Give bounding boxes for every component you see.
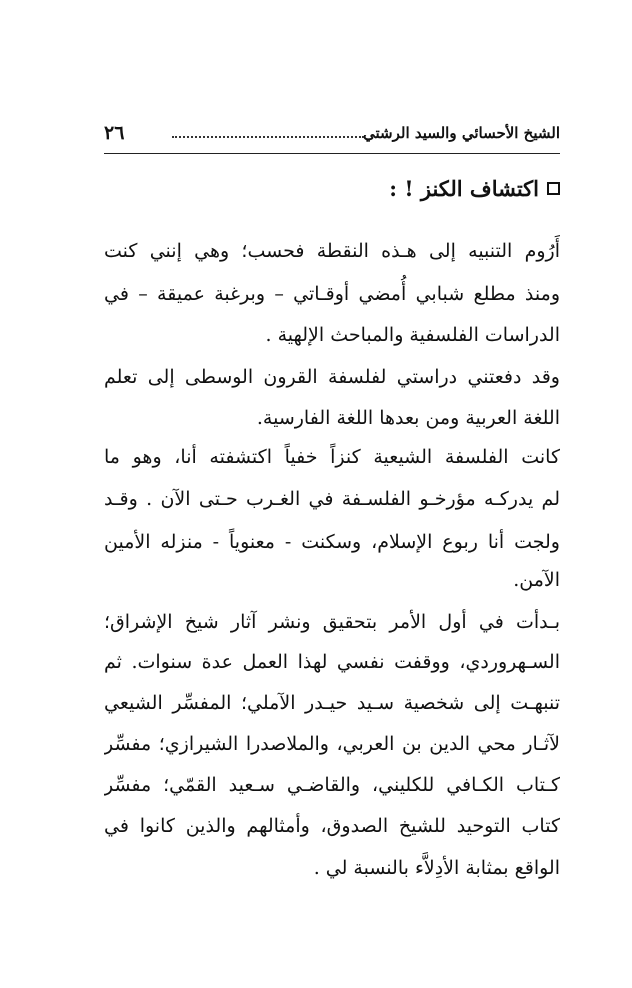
text-line: ومنذ مطلع شبابي أُمضي أوقـاتي – وبرغبة عميقة – في (104, 283, 560, 305)
text-line: أَرُوم التنبيه إلى هـذه النقطة فحسب؛ وهي إنني كنت (104, 240, 560, 262)
text-line: اللغة العربية ومن بعدها اللغة الفارسية. (256, 407, 560, 429)
page-number: ٢٦ (104, 122, 125, 144)
text-line: كـتاب الكـافي للكليني، والقاضـي سـعيد القمّي؛ مفسِّر (104, 774, 560, 796)
text-line: الواقع بمثابة الأدِلاَّء بالنسبة لي . (313, 857, 560, 879)
text-line: الآمن. (513, 569, 560, 591)
running-title: الشيخ الأحسائي والسيد الرشتي (363, 124, 560, 142)
header-rule (104, 153, 560, 154)
dot-leader (172, 136, 364, 138)
square-bullet-icon (547, 182, 560, 195)
text-line: تنبهـت إلى شخصية سـيد حيـدر الآملي؛ المفسِّر الشيعي (104, 692, 560, 714)
running-header (104, 122, 560, 150)
text-line: وقد دفعتني دراستي لفلسفة القرون الوسطى إلى تعلم (104, 366, 560, 388)
text-line: بـدأت في أول الأمر بتحقيق ونشر آثار شيخ الإشراق؛ (104, 611, 560, 633)
text-line: لآثـار محي الدين بن العربي، والملاصدرا الشيرازي؛ مفسِّر (104, 733, 560, 755)
text-line: كانت الفلسفة الشيعية كنزاً خفياً اكتشفته أنا، وهو ما (104, 446, 560, 468)
section-heading (389, 176, 560, 201)
text-line: السـهروردي، ووقفت نفسي لهذا العمل عدة سنوات. ثم (104, 651, 560, 673)
text-line: ولجت أنا ربوع الإسلام، وسكنت - معنوياً - منزله الأمين (104, 531, 560, 553)
text-line: الدراسات الفلسفية والمباحث الإلهية . (265, 324, 560, 346)
section-title: اكتشاف الكنز ! : (389, 176, 539, 201)
text-line: كتاب التوحيد للشيخ الصدوق، وأمثالهم والذين كانوا في (104, 815, 560, 837)
text-line: لم يدركـه مؤرخـو الفلسـفة في الغـرب حـتى الآن . وقـد (104, 488, 560, 510)
